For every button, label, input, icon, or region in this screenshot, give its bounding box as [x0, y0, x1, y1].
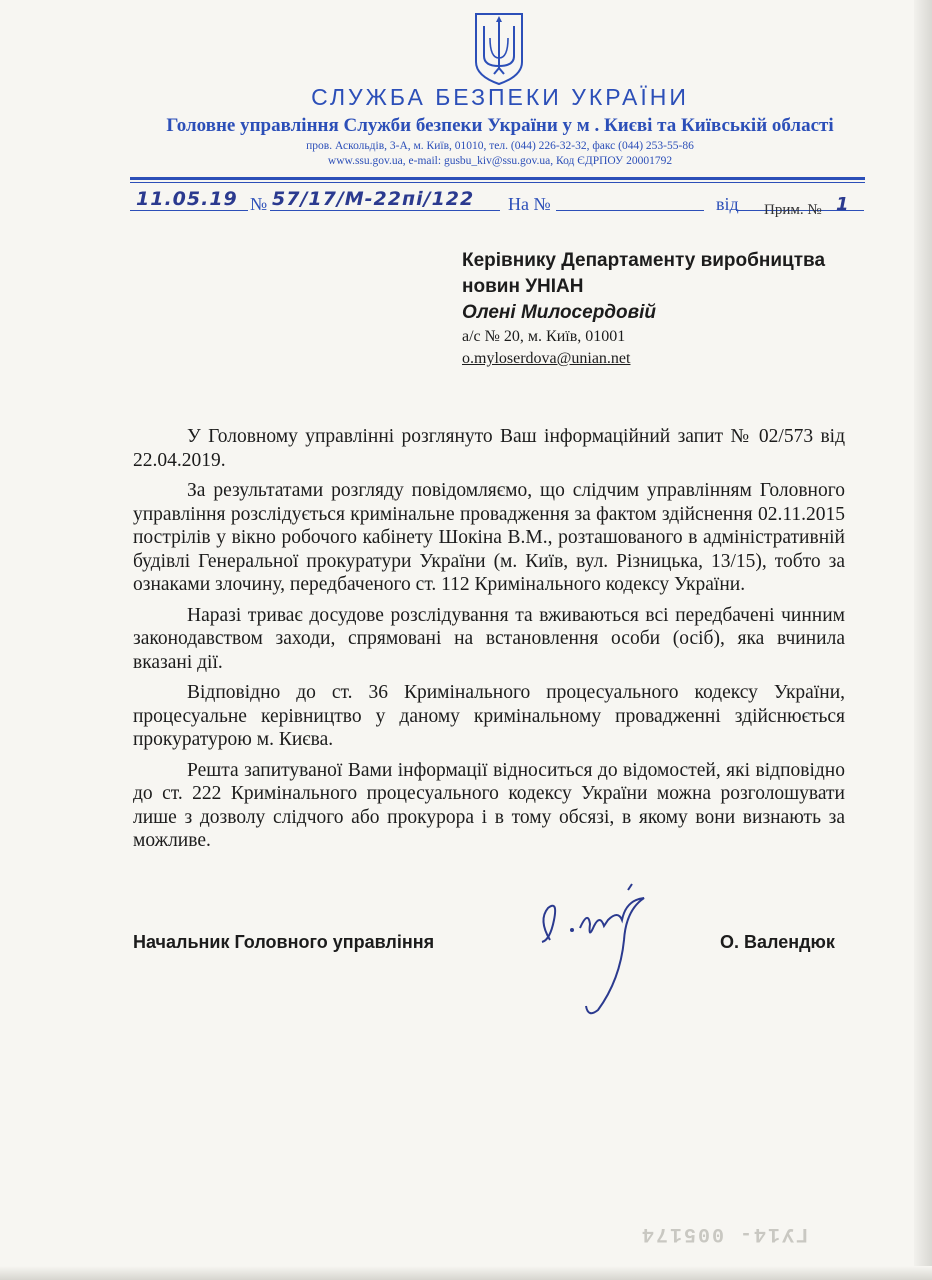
- date-underline: [130, 210, 248, 211]
- paper-edge-bottom: [0, 1266, 932, 1280]
- letterhead-rule: [130, 177, 865, 180]
- addressee-postal: а/с № 20, м. Київ, 01001: [462, 328, 626, 345]
- org-address-line1: пров. Аскольдів, 3-А, м. Київ, 01010, тел. (044) 226-32-32, факс (044) 253-55-86: [306, 140, 694, 152]
- registration-date: 11.05.19: [136, 188, 238, 210]
- handwritten-signature-icon: [528, 880, 668, 1020]
- copy-number: 1: [836, 194, 850, 215]
- letterhead-rule-thin: [130, 182, 865, 183]
- from-label: від: [716, 194, 739, 214]
- addressee-name: Олені Милосердовій: [462, 302, 657, 323]
- org-address-line2: www.ssu.gov.ua, e-mail: gusbu_kiv@ssu.gov.ua, Код ЄДРПОУ 20001792: [327, 155, 673, 167]
- letter-body: [133, 425, 845, 860]
- paper-edge-right: [914, 0, 932, 1280]
- reply-underline: [556, 210, 704, 211]
- registration-stamp: ГУ14- 005174: [640, 1222, 809, 1245]
- reply-label: На №: [508, 194, 551, 214]
- body-paragraph: За результатами розгляду повідомляємо, що слідчим управлінням Головного управління розслідується кримінальне провадження за фактом здійснення 02.11.2015 пострілів у вікно робочого кабінету Шокіна В.М., розташованого в адміністративній будівлі Генеральної прокуратури України (м. Київ, вул. Різницька, 13/15), тобто за ознаками злочину, передбаченого ст. 112 Кримінального кодексу України.: [133, 480, 845, 595]
- signatory-name: О. Валендюк: [720, 932, 835, 952]
- addressee-email[interactable]: o.myloserdova@unian.net: [462, 350, 631, 367]
- addressee-position: Керівнику Департаменту виробництва: [462, 250, 826, 271]
- copy-label: Прим. №: [764, 202, 822, 218]
- signatory-title: Начальник Головного управління: [133, 932, 435, 952]
- org-title: СЛУЖБА БЕЗПЕКИ УКРАЇНИ: [311, 84, 689, 110]
- registration-number: 57/17/М-22пі/122: [272, 188, 475, 210]
- trident-emblem-icon: [472, 10, 526, 86]
- addressee-organization: новин УНІАН: [462, 276, 584, 297]
- registration-line: [130, 190, 870, 220]
- body-paragraph: Наразі триває досудове розслідування та вживаються всі передбачені чинним законодавством заходи, спрямовані на встановлення особи (осіб), яка вчинила вказані дії.: [133, 604, 845, 673]
- number-label: №: [250, 194, 268, 214]
- addressee-block: [462, 248, 862, 370]
- org-address: [0, 139, 932, 169]
- body-paragraph: Відповідно до ст. 36 Кримінального процесуального кодексу України, процесуальне керівництво у даному кримінальному провадженні здійснюється прокуратурою м. Києва.: [133, 682, 845, 750]
- body-paragraph: У Головному управлінні розглянуто Ваш інформаційний запит № 02/573 від 22.04.2019.: [133, 426, 845, 471]
- number-underline: [270, 210, 500, 211]
- body-paragraph: Решта запитуваної Вами інформації відноситься до відомостей, які відповідно до ст. 222 Кримінального процесуального кодексу України можна розголошувати лише з дозволу слідчого або прокурора і в тому обсязі, в якому вони визнають за можливе.: [133, 759, 845, 851]
- org-division: Головне управління Служби безпеки України у м . Києві та Київській області: [166, 115, 834, 136]
